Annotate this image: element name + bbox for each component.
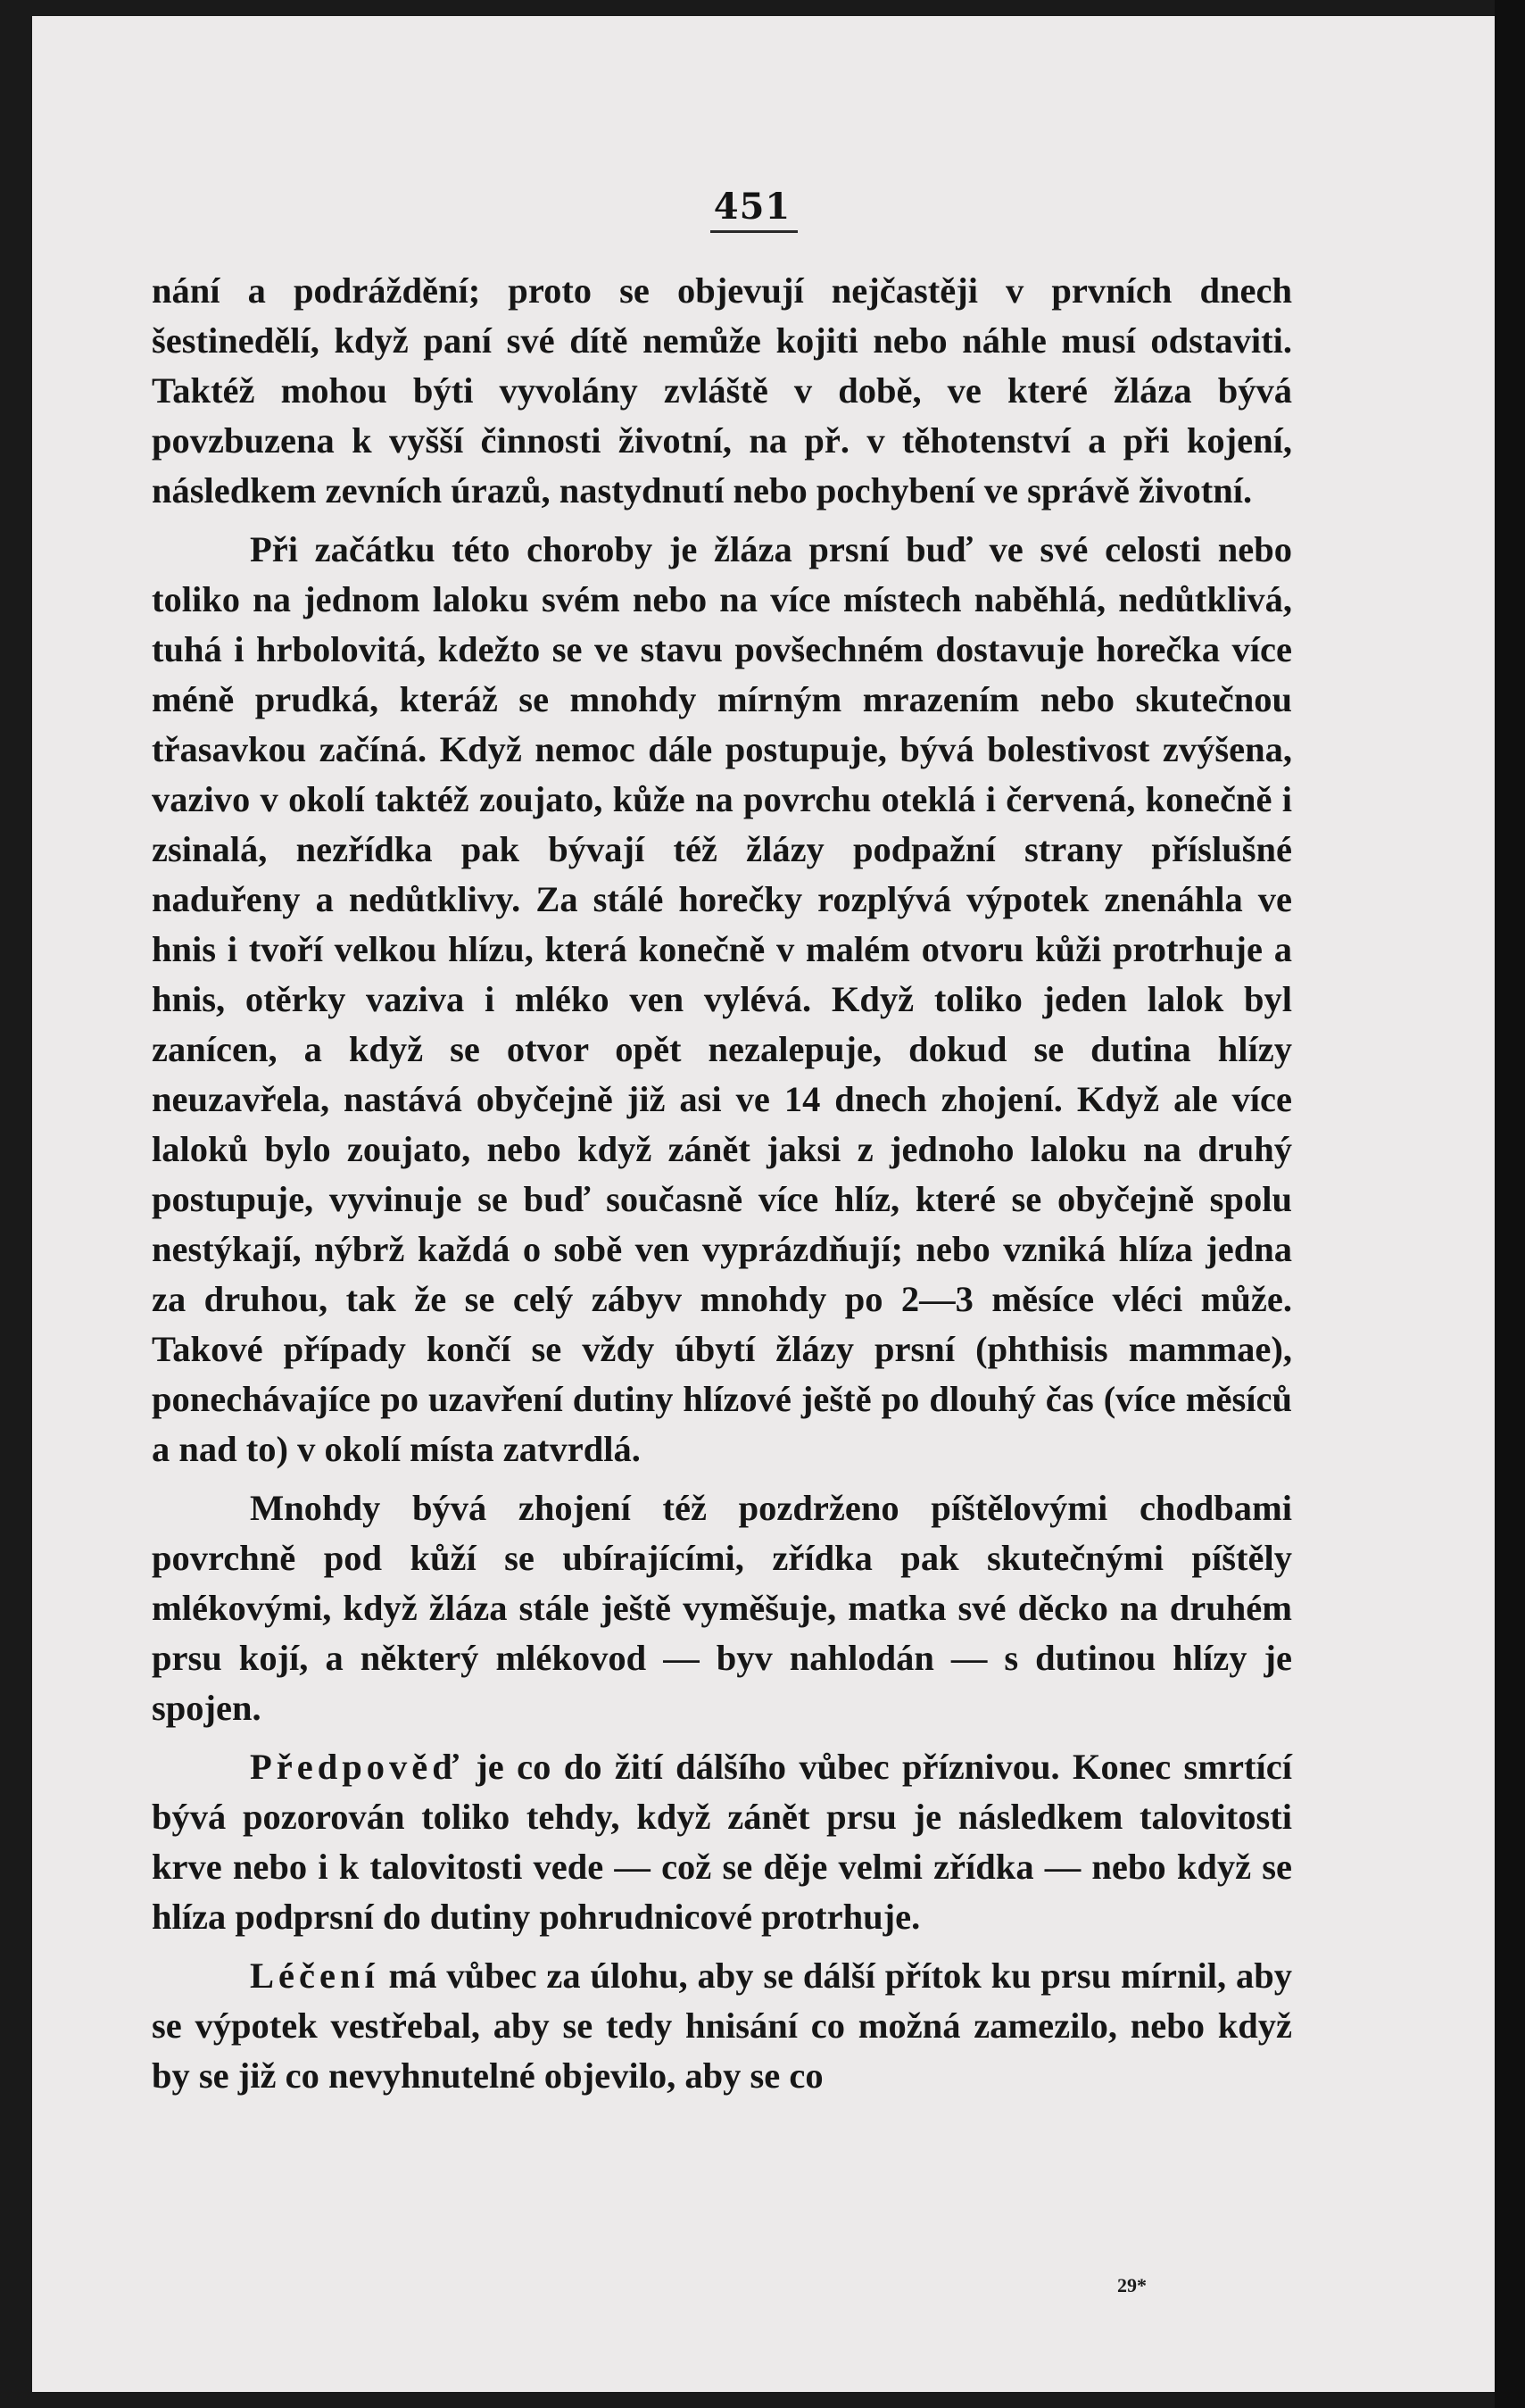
body-text	[152, 266, 1292, 2101]
page-number: 451	[713, 186, 792, 228]
treatment-heading: Léčení	[250, 1955, 379, 1996]
treatment-text: má vůbec za úlohu, aby se dálší přítok ku prsu mírnil, aby se výpotek vestřebal, aby se tedy hnisání co možná zamezilo, nebo když by se již co nevyhnutelné objevilo, aby se co	[152, 1955, 1292, 2096]
paragraph-1: nání a podráždění; proto se objevují nejčastěji v prvních dnech šestinedělí, když paní své dítě nemůže kojiti nebo náhle musí odstaviti. Taktéž mohou býti vyvolány zvláště v době, ve které žláza bývá povzbuzena k vyšší činnosti životní, na př. v těhotenství a při kojení, následkem zevních úrazů, nastydnutí nebo pochybení ve správě životní.	[152, 270, 1292, 511]
prognosis-heading: Předpověď	[250, 1747, 463, 1787]
paragraph-3: Mnohdy bývá zhojení též pozdrženo píštělovými chodbami povrchně pod kůží se ubírajícími, zřídka pak skutečnými píštěly mlékovými, když žláza stále ještě vyměšuje, matka své děcko na druhém prsu kojí, a některý mlékovod — byv nahlodán — s dutinou hlízy je spojen.	[152, 1488, 1292, 1728]
page-number-rule	[710, 230, 798, 233]
prognosis-text: je co do žití dálšího vůbec příznivou. Konec smrtící bývá pozorován toliko tehdy, když zánět prsu je následkem talovitosti krve nebo i k talovitosti vede — což se děje velmi zřídka — nebo když se hlíza podprsní do dutiny pohrudnicové protrhuje.	[152, 1747, 1292, 1937]
paragraph-2: Při začátku této choroby je žláza prsní buď ve své celosti nebo toliko na jednom laloku svém nebo na více místech naběhlá, nedůtklivá, tuhá i hrbolovitá, kdežto se ve stavu povšechném dostavuje horečka více méně prudká, kteráž se mnohdy mírným mrazením nebo skutečnou třasavkou začíná. Když nemoc dále postupuje, bývá bolestivost zvýšena, vazivo v okolí taktéž zoujato, kůže na povrchu oteklá i červená, konečně i zsinalá, nezřídka pak bývají též žlázy podpažní strany příslušné naduřeny a nedůtklivy. Za stálé horečky rozplývá výpotek znenáhla ve hnis i tvoří velkou hlízu, která konečně v malém otvoru kůži protrhuje a hnis, otěrky vaziva i mléko ven vylévá. Když toliko jeden lalok byl zanícen, a když se otvor opět nezalepuje, dokud se dutina hlízy neuzavřela, nastává obyčejně již asi ve 14 dnech zhojení. Když ale více laloků bylo zoujato, nebo když zánět jaksi z jednoho laloku na druhý postupuje, vyvinuje se buď současně více hlíz, které se obyčejně spolu nestýkají, nýbrž každá o sobě ven vyprázdňují; nebo vzniká hlíza jedna za druhou, tak že se celý zábyv mnohdy po 2—3 měsíce vléci může. Takové případy končí se vždy úbytí žlázy prsní (phthisis mammae), ponechávajíce po uzavření dutiny hlízové ještě po dlouhý čas (více měsíců a nad to) v okolí místa zatvrdlá.	[152, 529, 1292, 1469]
paragraph-prognosis	[152, 1742, 1292, 1942]
paragraph-treatment	[152, 1951, 1292, 2101]
scan-border	[1495, 0, 1525, 2408]
signature-mark: 29*	[1117, 2274, 1147, 2296]
